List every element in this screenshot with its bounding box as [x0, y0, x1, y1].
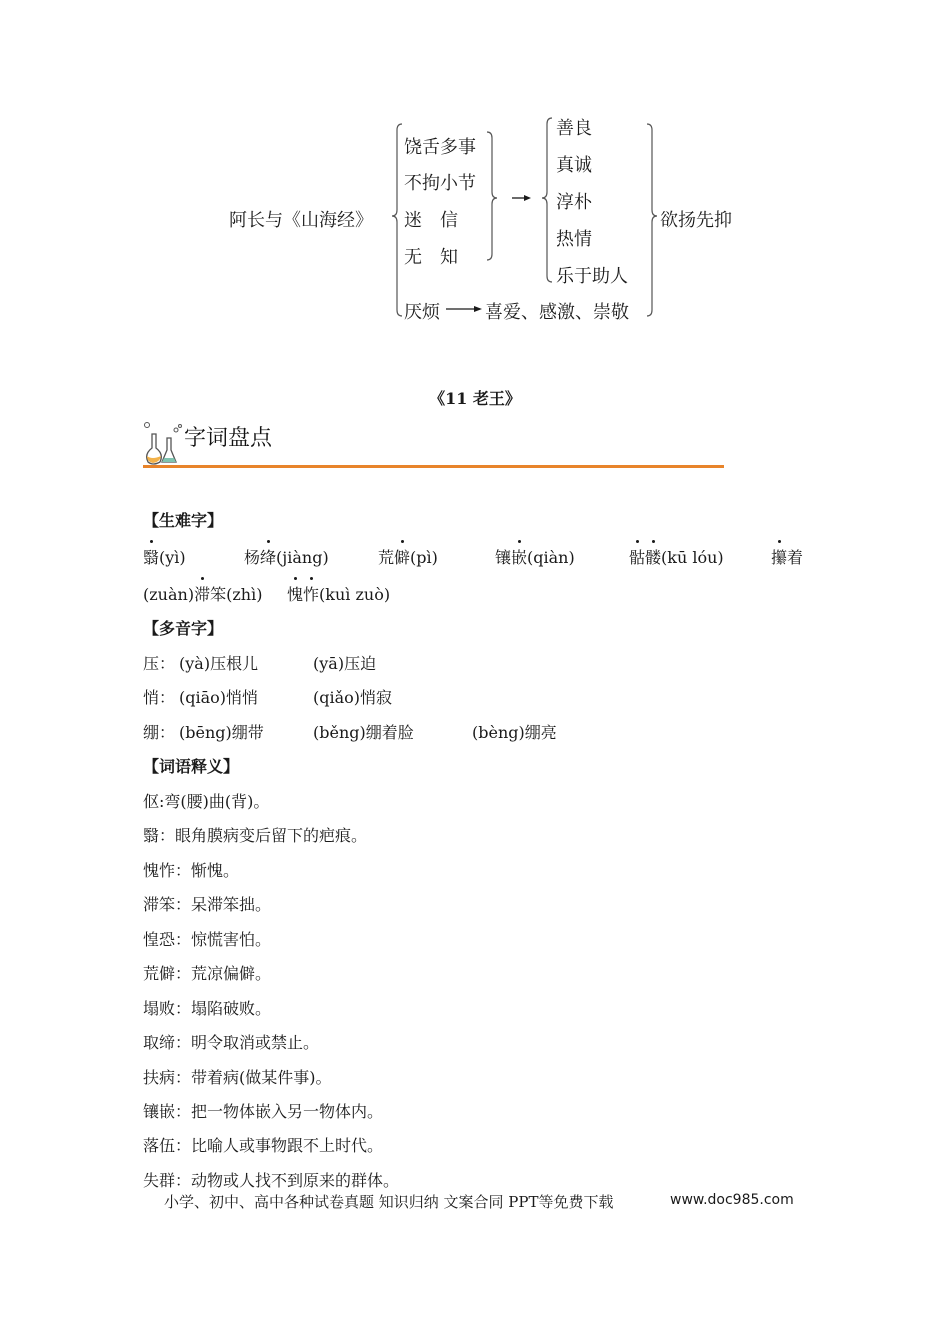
virtue-item: 乐于助人 — [556, 266, 628, 287]
flask-icon — [142, 420, 184, 466]
definition-item: 镶嵌：把一物体嵌入另一物体内。 — [143, 1102, 384, 1121]
diagram-conclusion: 欲扬先抑 — [660, 210, 732, 231]
emotion-to: 喜爱、感激、崇敬 — [485, 302, 629, 323]
lesson-title: 《11 老王》 — [429, 389, 521, 408]
virtue-item: 淳朴 — [556, 192, 592, 213]
definition-item: 翳：眼角膜病变后留下的疤痕。 — [143, 826, 368, 845]
polyphone-char: 绷： — [143, 723, 176, 742]
polyphone-char: 压： — [143, 654, 176, 673]
definition-item: 扶病：带着病(做某件事)。 — [143, 1068, 332, 1087]
virtue-item: 善良 — [556, 118, 592, 139]
definition-item: 愧怍：惭愧。 — [143, 861, 240, 880]
polyphone-char: 悄： — [143, 688, 176, 707]
polyphone-item: (běng)绷着脸 — [313, 723, 414, 742]
footer-url[interactable]: www.doc985.com — [670, 1192, 794, 1208]
virtue-item: 真诚 — [556, 155, 592, 176]
section-heading: 字词盘点 — [184, 426, 273, 451]
definition-item: 滞笨：呆滞笨拙。 — [143, 895, 272, 914]
new-char-item: 翳(yì) — [143, 545, 186, 568]
polyphone-item: (yà)压根儿 — [179, 654, 259, 673]
definition-item: 落伍：比喻人或事物跟不上时代。 — [143, 1136, 384, 1155]
trait-item: 饶舌多事 — [404, 137, 476, 158]
new-char-item: 愧怍(kuì zuò) — [287, 582, 390, 605]
polyphone-item: (qiāo)悄悄 — [179, 688, 259, 707]
definition-item: 惶恐：惊慌害怕。 — [143, 930, 272, 949]
definition-item: 取缔：明令取消或禁止。 — [143, 1033, 320, 1052]
definition-item: 塌败：塌陷破败。 — [143, 999, 272, 1018]
trait-item: 无 知 — [404, 247, 458, 268]
definition-item: 伛:弯(腰)曲(背)。 — [143, 792, 270, 811]
new-char-item: 镶嵌(qiàn) — [495, 545, 575, 568]
diagram-root: 阿长与《山海经》 — [229, 210, 373, 231]
new-char-item: 荒僻(pì) — [378, 545, 438, 568]
emotion-from: 厌烦 — [404, 302, 440, 323]
new-chars-label: 【生难字】 — [143, 511, 224, 530]
footer-text: 小学、初中、高中各种试卷真题 知识归纳 文案合同 PPT等免费下载 — [164, 1193, 614, 1211]
new-char-item: 攥着 — [771, 545, 803, 568]
polyphone-item: (bèng)绷亮 — [472, 723, 557, 742]
virtue-item: 热情 — [556, 229, 592, 250]
polyphones-label: 【多音字】 — [143, 619, 224, 638]
polyphone-item: (qiǎo)悄寂 — [313, 688, 393, 707]
polyphone-item: (yā)压迫 — [313, 654, 377, 673]
definition-item: 失群：动物或人找不到原来的群体。 — [143, 1171, 400, 1190]
definitions-label: 【词语释义】 — [143, 757, 240, 776]
trait-item: 迷 信 — [404, 210, 458, 231]
new-char-item: 杨绛(jiàng) — [244, 545, 329, 568]
definition-item: 荒僻：荒凉偏僻。 — [143, 964, 272, 983]
new-char-item: 骷髅(kū lóu) — [629, 545, 724, 568]
trait-item: 不拘小节 — [404, 173, 476, 194]
section-divider — [143, 465, 724, 468]
polyphone-item: (bēng)绷带 — [179, 723, 264, 742]
new-char-item: (zuàn)滞笨(zhì) — [143, 582, 262, 605]
